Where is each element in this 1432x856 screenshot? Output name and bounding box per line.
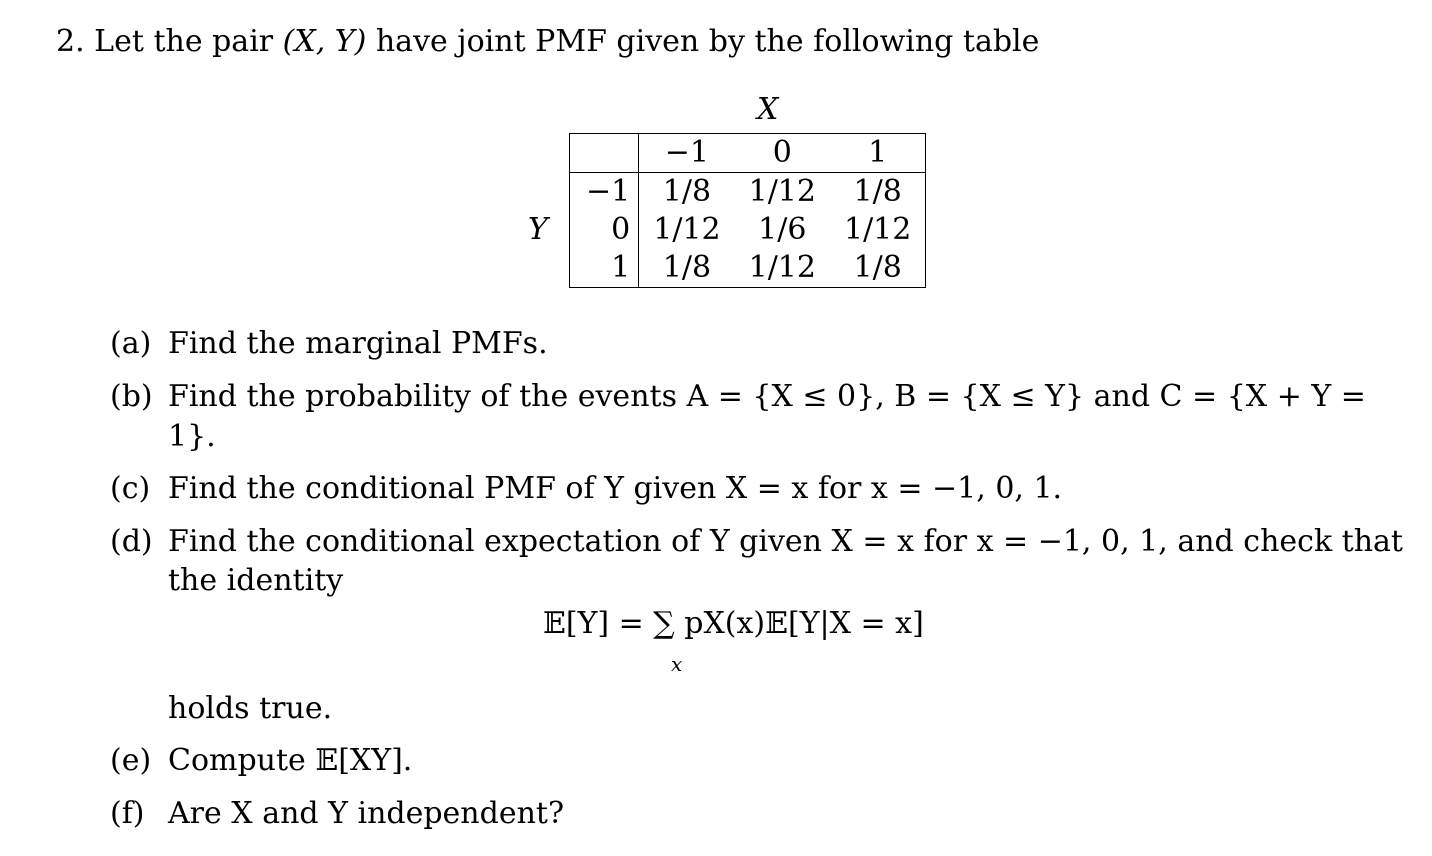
part-c-label: (c) [110, 471, 151, 506]
table-cell: 1/8 [662, 250, 712, 285]
table-y-value: 1 [570, 249, 639, 288]
table-cell: 1/8 [853, 250, 902, 285]
expectation-identity-formula: 𝔼[Y] = ∑ pX(x)𝔼[Y|X = x] [543, 606, 924, 641]
table-row [570, 211, 926, 249]
joint-pmf-table [569, 133, 926, 288]
table-cell: 1/6 [758, 212, 807, 247]
table-x-value: −1 [639, 134, 735, 173]
part-f-label: (f) [110, 796, 145, 831]
table-cell: 1/12 [843, 212, 912, 247]
table-header-row [570, 134, 926, 173]
table-x-value: 0 [735, 134, 830, 173]
problem-text-before: Let the pair [94, 24, 283, 59]
part-e-text: Compute 𝔼[XY]. [168, 743, 413, 778]
formula-sum-subscript: x [671, 652, 683, 676]
table-y-label: Y [528, 212, 548, 247]
part-c-text: Find the conditional PMF of Y given X = x for x = −1, 0, 1. [168, 471, 1063, 506]
table-cell: 1/8 [853, 174, 902, 209]
problem-pair: (X, Y) [282, 24, 367, 59]
part-b-line2: 1}. [168, 419, 216, 454]
table-corner-cell [570, 134, 639, 173]
part-b-label: (b) [110, 379, 153, 414]
table-cell: 1/8 [662, 174, 712, 209]
table-cell: 1/12 [748, 250, 816, 285]
part-d-line3: holds true. [168, 691, 333, 726]
table-cell: 1/12 [653, 212, 721, 247]
table-row [570, 249, 926, 288]
part-d-line1: Find the conditional expectation of Y given X = x for x = −1, 0, 1, and check that [168, 524, 1403, 559]
part-a-text: Find the marginal PMFs. [168, 326, 548, 361]
part-b-line1: Find the probability of the events A = {X ≤ 0}, B = {X ≤ Y} and C = {X + Y = [168, 379, 1366, 414]
table-y-value: −1 [570, 173, 639, 212]
part-a-label: (a) [110, 326, 152, 361]
problem-number: 2. [56, 24, 85, 59]
table-row [570, 173, 926, 212]
problem-statement [56, 24, 1039, 60]
part-d-line2: the identity [168, 563, 344, 598]
part-d-label: (d) [110, 524, 153, 559]
part-f-text: Are X and Y independent? [168, 796, 565, 831]
table-x-label: X [757, 92, 779, 127]
table-cell: 1/12 [748, 174, 816, 209]
part-e-label: (e) [110, 743, 152, 778]
table-y-value: 0 [570, 211, 639, 249]
table-x-value: 1 [830, 134, 926, 173]
problem-text-after: have joint PMF given by the following table [366, 24, 1040, 59]
